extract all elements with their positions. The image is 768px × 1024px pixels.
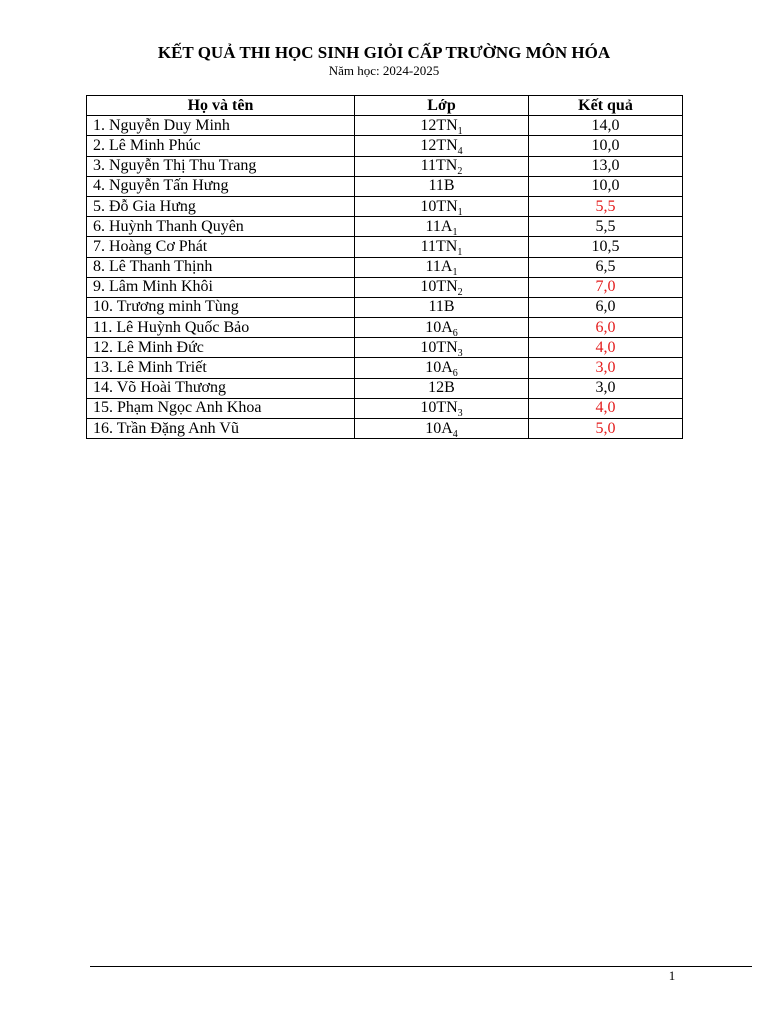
student-name-cell: 2. Lê Minh Phúc [87,136,355,156]
table-row [87,116,683,136]
table-row [87,318,683,338]
class-base: 11B [428,298,455,316]
class-base: 11TN [420,157,458,175]
class-cell [355,257,529,277]
student-name-cell: 4. Nguyễn Tấn Hưng [87,176,355,196]
student-name-cell: 5. Đỗ Gia Hưng [87,196,355,216]
student-name-cell: 14. Võ Hoài Thương [87,378,355,398]
class-base: 10A [425,359,453,377]
footer-divider [90,966,752,967]
class-cell [355,116,529,136]
table-row [87,378,683,398]
class-base: 10A [425,419,453,437]
class-cell [355,156,529,176]
class-cell [355,196,529,216]
class-base: 10TN [420,197,458,215]
score-cell: 14,0 [529,116,683,136]
class-base: 11TN [420,237,458,255]
class-base: 12B [428,379,455,397]
score-cell: 5,0 [529,419,683,439]
class-cell [355,338,529,358]
score-cell: 6,5 [529,257,683,277]
class-cell [355,398,529,418]
class-cell [355,419,529,439]
score-cell: 10,5 [529,237,683,257]
class-cell [355,358,529,378]
table-row [87,156,683,176]
header-name: Họ và tên [87,96,355,116]
class-cell [355,237,529,257]
student-name-cell: 1. Nguyễn Duy Minh [87,116,355,136]
class-cell [355,217,529,237]
table-row [87,136,683,156]
class-subscript: 1 [452,267,458,278]
class-subscript: 2 [457,287,463,298]
table-row [87,277,683,297]
student-name-cell: 7. Hoàng Cơ Phát [87,237,355,257]
class-cell [355,277,529,297]
student-name-cell: 13. Lê Minh Triết [87,358,355,378]
table-row [87,176,683,196]
class-base: 10TN [420,399,458,417]
student-name-cell: 9. Lâm Minh Khôi [87,277,355,297]
table-row [87,338,683,358]
score-cell: 13,0 [529,156,683,176]
class-base: 10A [425,318,453,336]
class-cell [355,297,529,317]
student-name-cell: 6. Huỳnh Thanh Quyên [87,217,355,237]
table-row [87,398,683,418]
class-subscript: 1 [457,206,463,217]
class-cell [355,136,529,156]
header-score: Kết quả [529,96,683,116]
class-base: 11A [425,217,453,235]
score-cell: 10,0 [529,136,683,156]
table-row [87,217,683,237]
student-name-cell: 16. Trần Đặng Anh Vũ [87,419,355,439]
student-name-cell: 8. Lê Thanh Thịnh [87,257,355,277]
class-subscript: 1 [452,226,458,237]
class-base: 10TN [420,338,458,356]
class-base: 11A [425,258,453,276]
class-subscript: 4 [457,145,463,157]
score-cell: 6,0 [529,297,683,317]
school-year-subtitle: Năm học: 2024-2025 [328,63,440,78]
student-name-cell: 10. Trương minh Tùng [87,297,355,317]
table-row [87,237,683,257]
class-subscript: 1 [457,246,463,257]
class-subscript: 1 [457,125,463,136]
score-cell: 10,0 [529,176,683,196]
page-number: 1 [668,968,676,983]
table-header-row [87,96,683,116]
class-subscript: 6 [452,368,458,379]
table-row [87,419,683,439]
student-name-cell: 11. Lê Huỳnh Quốc Bảo [87,318,355,338]
class-cell [355,318,529,338]
class-base: 11B [428,177,455,195]
results-body [87,116,683,439]
student-name-cell: 12. Lê Minh Đức [87,338,355,358]
table-row [87,196,683,216]
student-name-cell: 3. Nguyễn Thị Thu Trang [87,156,355,176]
header-class: Lớp [355,96,529,116]
class-cell [355,176,529,196]
class-subscript: 3 [457,347,463,358]
table-row [87,257,683,277]
score-cell: 5,5 [529,217,683,237]
class-base: 12TN [420,116,458,134]
class-subscript: 2 [457,166,463,177]
score-cell: 4,0 [529,398,683,418]
class-base: 12TN [420,136,458,154]
table-row [87,358,683,378]
class-subscript: 6 [452,327,458,338]
score-cell: 3,0 [529,378,683,398]
student-name-cell: 15. Phạm Ngọc Anh Khoa [87,398,355,418]
score-cell: 6,0 [529,318,683,338]
class-subscript: 3 [457,408,463,419]
class-base: 10TN [420,278,458,296]
score-cell: 7,0 [529,277,683,297]
score-cell: 4,0 [529,338,683,358]
class-subscript: 4 [452,428,458,439]
document-title: KẾT QUẢ THI HỌC SINH GIỎI CẤP TRƯỜNG MÔN HÓA [157,43,611,62]
class-cell [355,378,529,398]
score-cell: 3,0 [529,358,683,378]
score-cell: 5,5 [529,196,683,216]
table-row [87,297,683,317]
results-table [86,95,683,439]
